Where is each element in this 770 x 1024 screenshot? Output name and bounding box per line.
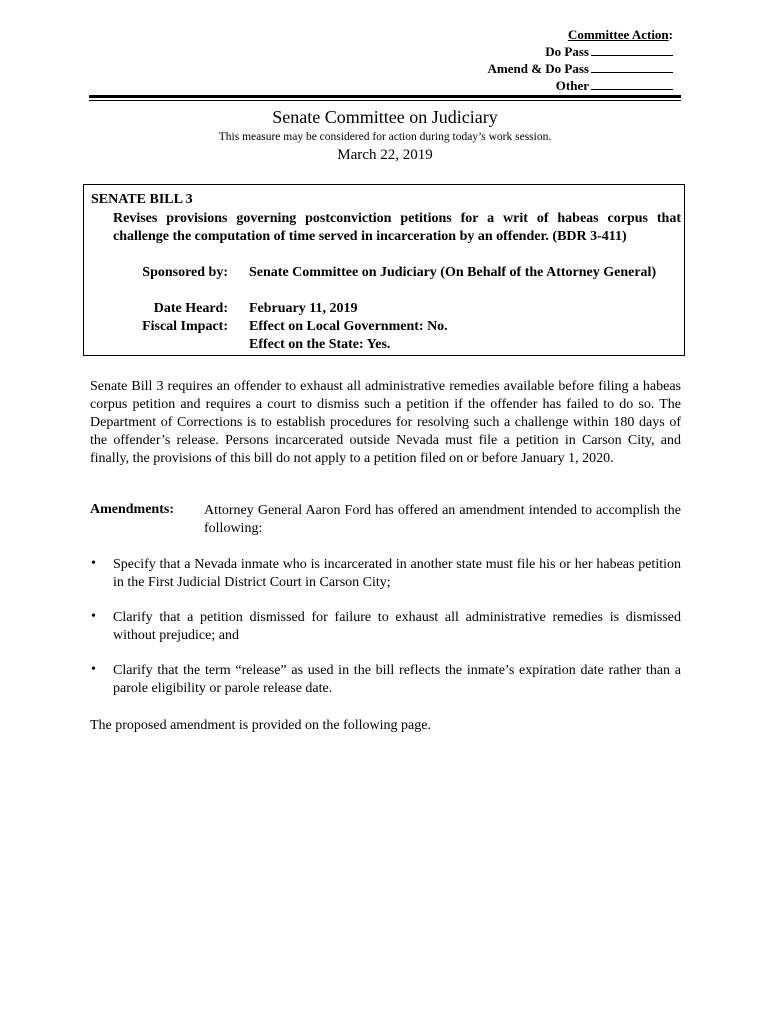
amendment-item: Clarify that a petition dismissed for failure to exhaust all administrative remedies is dismissed without prejudice; and xyxy=(113,610,681,643)
bill-number: SENATE BILL 3 xyxy=(91,192,193,207)
amendments-label: Amendments: xyxy=(90,502,174,517)
blank-line xyxy=(591,61,673,73)
bullet-icon: • xyxy=(91,609,96,624)
bill-summary-paragraph: Senate Bill 3 requires an offender to exhaust all administrative remedies available before filing a habeas corpus petition and requires a court to dismiss such a petition if the offender has failed to do so. The Department of Corrections is to establish procedures for resolving such a challenge within 180 days of the offender’s release. Persons incarcerated outside Nevada must file a petition in Carson City, and finally, the provisions of this bill do not apply to a petition filed on or before January 1, 2020. xyxy=(90,379,681,466)
date-heard-value: February 11, 2019 xyxy=(249,301,358,316)
page-subtitle: This measure may be considered for action during today’s work session. xyxy=(218,131,552,143)
page-title: Senate Committee on Judiciary xyxy=(272,107,498,127)
committee-action-block xyxy=(488,26,673,94)
fiscal-impact-label: Fiscal Impact: xyxy=(142,319,228,334)
fiscal-state-value: Effect on the State: Yes. xyxy=(249,337,391,352)
sponsored-value: Senate Committee on Judiciary (On Behalf of the Attorney General) xyxy=(249,265,657,280)
action-amend-do-pass: Amend & Do Pass xyxy=(488,60,673,77)
sponsored-label: Sponsored by: xyxy=(142,265,228,280)
amendments-intro: Attorney General Aaron Ford has offered an amendment intended to accomplish the following: xyxy=(204,503,681,536)
header-rule-thin xyxy=(89,100,681,101)
action-other: Other xyxy=(488,77,673,94)
session-date: March 22, 2019 xyxy=(337,147,433,163)
bullet-icon: • xyxy=(91,556,96,571)
date-heard-label: Date Heard: xyxy=(153,301,228,316)
blank-line xyxy=(591,44,673,56)
bill-summary-box xyxy=(83,184,685,356)
closing-note: The proposed amendment is provided on the following page. xyxy=(90,718,431,733)
action-do-pass: Do Pass xyxy=(488,43,673,60)
blank-line xyxy=(591,78,673,90)
bullet-icon: • xyxy=(91,662,96,677)
header-rule-thick xyxy=(89,95,681,98)
bill-description: Revises provisions governing postconviction petitions for a writ of habeas corpus that challenge the computation of time served in incarceration by an offender. (BDR 3-411) xyxy=(113,211,681,244)
committee-action-heading: Committee Action: xyxy=(567,27,673,42)
amendment-item: Specify that a Nevada inmate who is incarcerated in another state must file his or her habeas petition in the First Judicial District Court in Carson City; xyxy=(113,557,681,590)
amendment-item: Clarify that the term “release” as used in the bill reflects the inmate’s expiration date rather than a parole eligibility or parole release date. xyxy=(113,663,681,696)
fiscal-local-value: Effect on Local Government: No. xyxy=(249,319,448,334)
